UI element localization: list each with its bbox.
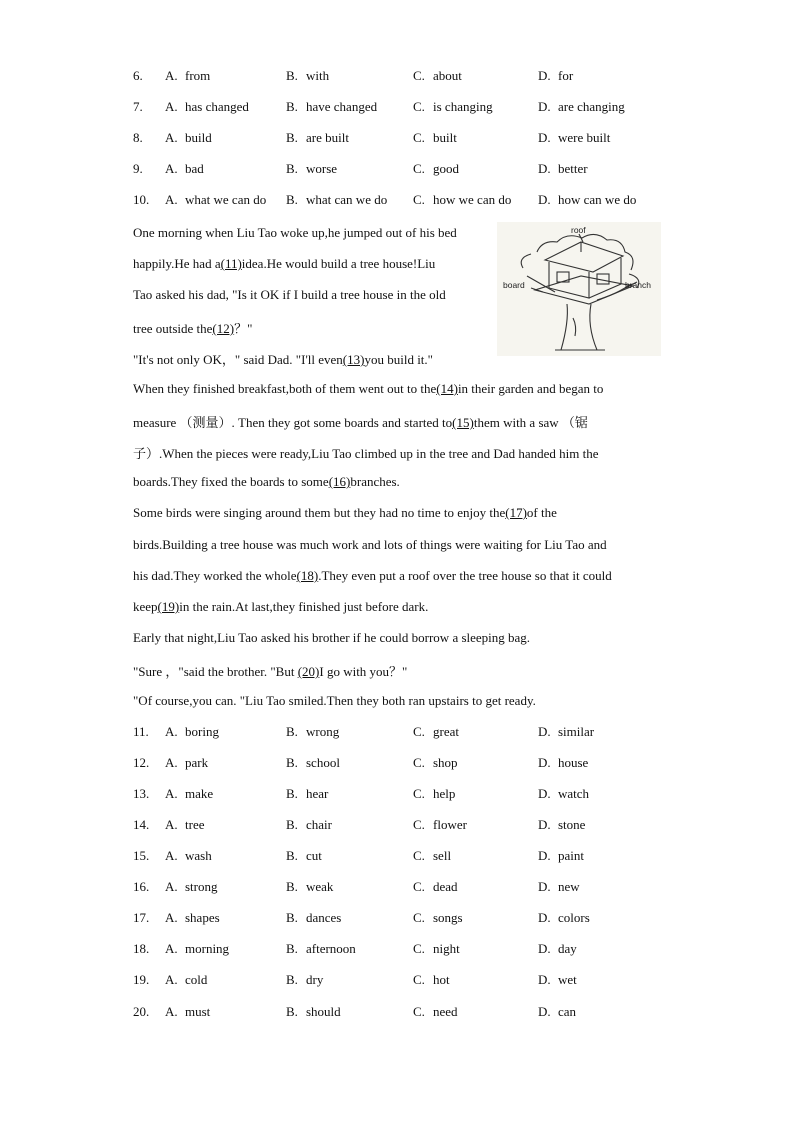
option-d[interactable]: D. paint [538,848,584,863]
question-row [133,848,673,868]
option-a[interactable]: A. must [165,1004,211,1019]
blank-11[interactable]: (11) [220,256,242,271]
option-c[interactable]: C. built [413,130,457,145]
question-row [133,130,673,150]
option-c[interactable]: C. dead [413,879,458,894]
blank-15[interactable]: (15) [452,415,474,430]
question-number: 19. [133,972,150,987]
option-d[interactable]: D. similar [538,724,595,739]
option-d[interactable]: D. for [538,68,574,83]
option-b[interactable]: B. cut [286,848,322,863]
option-a[interactable]: A. build [165,130,212,145]
passage-line: keep(19)in the rain.At last,they finished just before dark. [133,599,429,614]
option-d[interactable]: D. were built [538,130,611,145]
option-c[interactable]: C. flower [413,817,467,832]
passage-line: birds.Building a tree house was much work and lots of things were waiting for Liu Tao and [133,537,607,552]
option-d[interactable]: D. wet [538,972,577,987]
passage-line: boards.They fixed the boards to some(16)branches. [133,474,400,489]
question-number: 15. [133,848,150,863]
passage-line: "Of course,you can. "Liu Tao smiled.Then they both ran upstairs to get ready. [133,693,536,708]
question-row [133,755,673,775]
question-row [133,161,673,181]
passage-line: 子）.When the pieces were ready,Liu Tao climbed up in the tree and Dad handed him the [133,446,599,461]
option-d[interactable]: D. colors [538,910,590,925]
option-d[interactable]: D. are changing [538,99,625,114]
passage-line: Tao asked his dad, "Is it OK if I build a tree house in the old [133,287,446,302]
question-number: 7. [133,99,143,114]
option-b[interactable]: B. are built [286,130,349,145]
option-a[interactable]: A. boring [165,724,219,739]
passage-line: One morning when Liu Tao woke up,he jumped out of his bed [133,225,457,240]
option-c[interactable]: C. how we can do [413,192,512,207]
option-d[interactable]: D. new [538,879,580,894]
passage-line: happily.He had a(11)idea.He would build a tree house!Liu [133,256,436,271]
option-a[interactable]: A. cold [165,972,208,987]
passage-line: tree outside the(12)？" [133,321,253,336]
question-row [133,941,673,961]
option-a[interactable]: A. what we can do [165,192,267,207]
option-c[interactable]: C. shop [413,755,458,770]
option-c[interactable]: C. hot [413,972,450,987]
blank-17[interactable]: (17) [505,505,527,520]
question-number: 16. [133,879,150,894]
question-number: 8. [133,130,143,145]
passage-line: "It's not only OK，" said Dad. "I'll even(13)you build it." [133,352,433,367]
option-b[interactable]: B. should [286,1004,341,1019]
question-number: 11. [133,724,149,739]
option-a[interactable]: A. from [165,68,211,83]
option-d[interactable]: D. watch [538,786,590,801]
question-number: 14. [133,817,150,832]
question-number: 10. [133,192,150,207]
blank-18[interactable]: (18) [296,568,319,583]
option-b[interactable]: B. school [286,755,340,770]
blank-13[interactable]: (13) [342,352,365,367]
tree-house-drawing [497,222,661,356]
option-b[interactable]: B. afternoon [286,941,356,956]
passage-line: his dad.They worked the whole(18).They even put a roof over the tree house so that it could [133,568,612,583]
question-row [133,972,673,992]
question-row [133,879,673,899]
option-a[interactable]: A. shapes [165,910,220,925]
question-number: 13. [133,786,150,801]
option-a[interactable]: A. bad [165,161,204,176]
option-d[interactable]: D. house [538,755,589,770]
passage-line: Early that night,Liu Tao asked his brother if he could borrow a sleeping bag. [133,630,531,645]
question-number: 18. [133,941,150,956]
option-d[interactable]: D. day [538,941,577,956]
option-b[interactable]: B. with [286,68,330,83]
blank-14[interactable]: (14) [436,381,458,396]
option-c[interactable]: C. night [413,941,460,956]
option-d[interactable]: D. stone [538,817,586,832]
label-branch: branch [625,280,651,290]
passage-line: When they finished breakfast,both of them went out to the(14)in their garden and began to [133,381,604,396]
option-b[interactable]: B. chair [286,817,332,832]
question-number: 9. [133,161,143,176]
question-row [133,99,673,119]
blank-19[interactable]: (19) [157,599,180,614]
question-row [133,724,673,744]
option-c[interactable]: C. about [413,68,462,83]
option-b[interactable]: B. hear [286,786,329,801]
blank-12[interactable]: (12) [212,321,235,336]
option-c[interactable]: C. need [413,1004,458,1019]
option-c[interactable]: C. songs [413,910,463,925]
passage-line: Some birds were singing around them but they had no time to enjoy the(17)of the [133,505,557,520]
option-a[interactable]: A. morning [165,941,230,956]
option-c[interactable]: C. help [413,786,456,801]
option-a[interactable]: A. strong [165,879,218,894]
option-b[interactable]: B. have changed [286,99,378,114]
question-number: 12. [133,755,150,770]
option-a[interactable]: A. has changed [165,99,249,114]
option-c[interactable]: C. good [413,161,459,176]
option-b[interactable]: B. weak [286,879,334,894]
option-a[interactable]: A. make [165,786,214,801]
question-number: 6. [133,68,143,83]
option-b[interactable]: B. dances [286,910,342,925]
question-row [133,1004,673,1024]
option-b[interactable]: B. dry [286,972,324,987]
question-row [133,817,673,837]
option-a[interactable]: A. park [165,755,209,770]
question-number: 17. [133,910,150,925]
option-d[interactable]: D. can [538,1004,577,1019]
question-row [133,68,673,88]
label-board: board [503,280,525,290]
option-a[interactable]: A. tree [165,817,205,832]
tree-house-illustration [497,222,661,356]
option-c[interactable]: C. sell [413,848,452,863]
option-a[interactable]: A. wash [165,848,212,863]
option-b[interactable]: B. worse [286,161,338,176]
label-roof: roof [571,225,586,235]
option-b[interactable]: B. what can we do [286,192,388,207]
option-c[interactable]: C. is changing [413,99,493,114]
option-c[interactable]: C. great [413,724,459,739]
passage-line: "Sure ，"said the brother. "But (20)I go with you？" [133,664,408,679]
blank-16[interactable]: (16) [328,474,351,489]
blank-20[interactable]: (20) [297,664,320,679]
question-row [133,910,673,930]
option-d[interactable]: D. how can we do [538,192,637,207]
question-number: 20. [133,1004,150,1019]
question-row [133,192,673,212]
option-d[interactable]: D. better [538,161,588,176]
question-row [133,786,673,806]
passage-line: measure （测量）. Then they got some boards and started to(15)them with a saw （锯 [133,415,588,430]
option-b[interactable]: B. wrong [286,724,340,739]
